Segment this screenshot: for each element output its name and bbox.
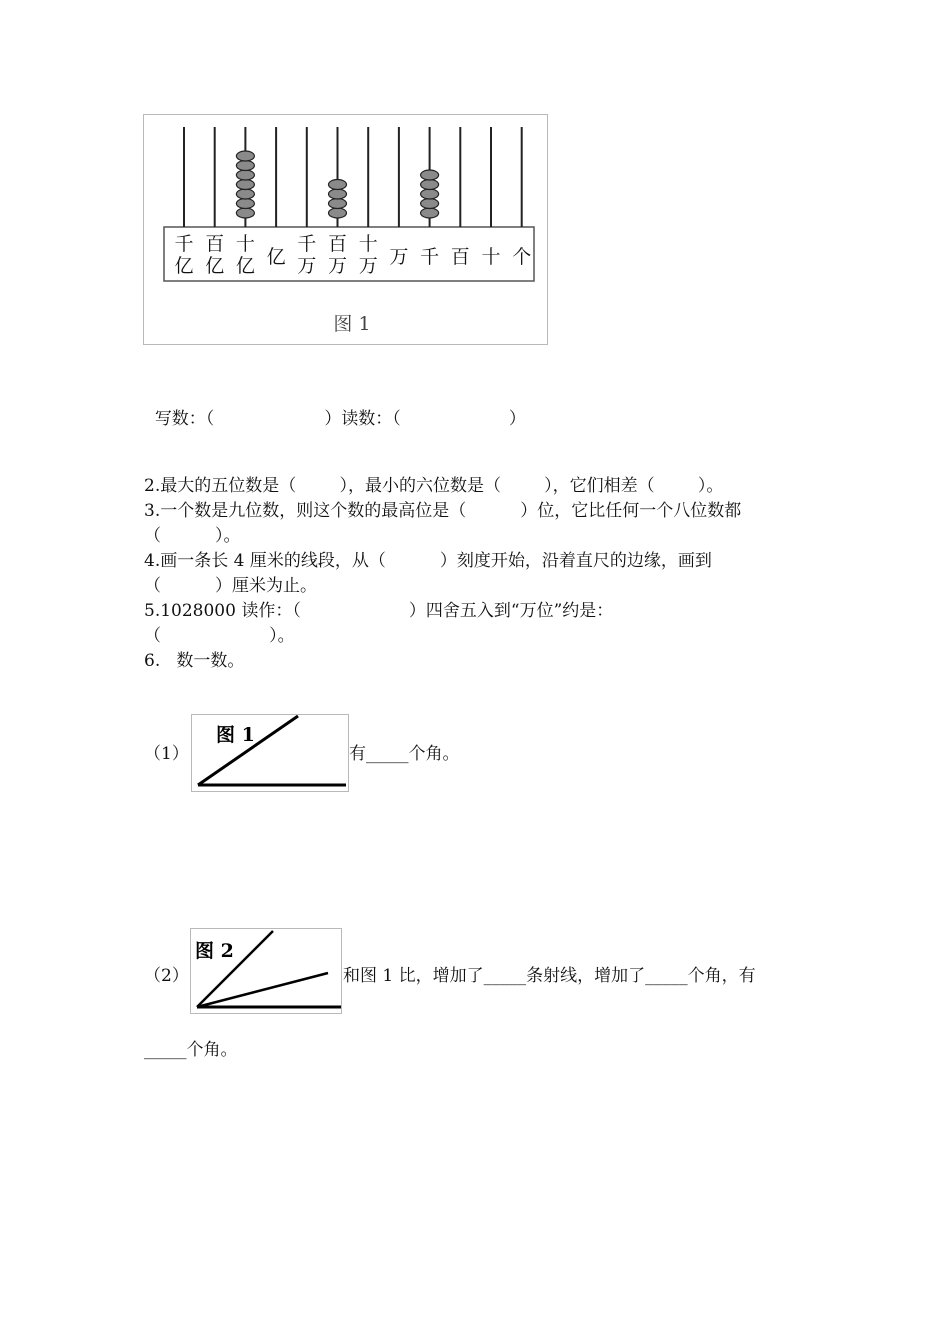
abacus-bead — [236, 151, 254, 161]
abacus-place-label: 万 — [297, 255, 317, 277]
abacus-bead — [329, 180, 347, 190]
question-5-line2: （ ）。 — [144, 626, 295, 646]
question-3-line2: （ ）。 — [144, 526, 241, 546]
ray-middle — [197, 973, 328, 1007]
angle-figure-1 — [191, 714, 349, 792]
abacus-place-label: 百 — [327, 233, 348, 255]
abacus-bead — [236, 189, 254, 199]
angle-figure-2 — [190, 928, 342, 1014]
question-3-line1: 3.一个数是九位数，则这个数的最高位是（ ）位，它比任何一个八位数都 — [144, 501, 742, 521]
abacus-place-label: 万 — [358, 255, 378, 277]
abacus-place-label: 百 — [450, 246, 470, 268]
sub2-label: （2） — [144, 966, 189, 986]
figure-2-title: 图 2 — [195, 940, 234, 962]
question-4-line1: 4.画一条长 4 厘米的线段，从（ ）刻度开始，沿着直尺的边缘，画到 — [144, 551, 712, 571]
abacus-place-label: 亿 — [235, 255, 255, 277]
abacus-bead — [236, 161, 254, 171]
read-close: ） — [508, 409, 526, 429]
abacus-place-label: 十 — [358, 233, 378, 255]
abacus-bead — [421, 199, 439, 209]
abacus-place-label: 千 — [174, 233, 194, 255]
abacus-bead — [236, 199, 254, 209]
read-number-label: ）读数：（ — [324, 409, 401, 429]
sub2-text-continued: _____个角。 — [144, 1040, 238, 1060]
question-6-title: 6. 数一数。 — [144, 651, 245, 671]
abacus-place-label: 万 — [327, 255, 348, 277]
abacus-place-label: 亿 — [266, 246, 286, 268]
abacus-bead — [421, 208, 439, 218]
abacus-place-label: 亿 — [205, 255, 225, 277]
q1-write-read-line — [144, 394, 526, 428]
question-4-line2: （ ）厘米为止。 — [144, 576, 318, 596]
abacus-place-label: 万 — [389, 246, 409, 268]
abacus-place-label: 千 — [420, 246, 440, 268]
abacus-place-label: 亿 — [174, 255, 194, 277]
abacus-place-label: 百 — [205, 233, 225, 255]
abacus-bead — [421, 170, 439, 180]
abacus-bead — [421, 180, 439, 190]
abacus-bead — [421, 189, 439, 199]
abacus-drawing — [144, 115, 547, 344]
sub1-label: （1） — [144, 744, 189, 764]
write-number-label: 写数：（ — [154, 409, 215, 429]
sub2-text: 和图 1 比，增加了_____条射线，增加了_____个角，有 — [343, 966, 756, 986]
abacus-bead — [329, 189, 347, 199]
abacus-bead — [236, 170, 254, 180]
abacus-place-label: 十 — [235, 233, 255, 255]
question-5-line1: 5.1028000 读作：（ ）四舍五入到“万位”约是： — [144, 601, 614, 621]
sub1-text: 有_____个角。 — [349, 744, 460, 764]
abacus-caption: 图 1 — [333, 313, 371, 335]
abacus-place-label: 千 — [297, 233, 317, 255]
figure-1-title: 图 1 — [216, 724, 255, 746]
abacus-bead — [236, 208, 254, 218]
abacus-bead — [329, 208, 347, 218]
question-2: 2.最大的五位数是（ ），最小的六位数是（ ），它们相差（ ）。 — [144, 476, 724, 496]
abacus-place-label: 十 — [481, 246, 501, 268]
abacus-place-label: 个 — [512, 246, 532, 268]
abacus-figure — [143, 114, 548, 345]
abacus-bead — [329, 199, 347, 209]
abacus-bead — [236, 180, 254, 190]
